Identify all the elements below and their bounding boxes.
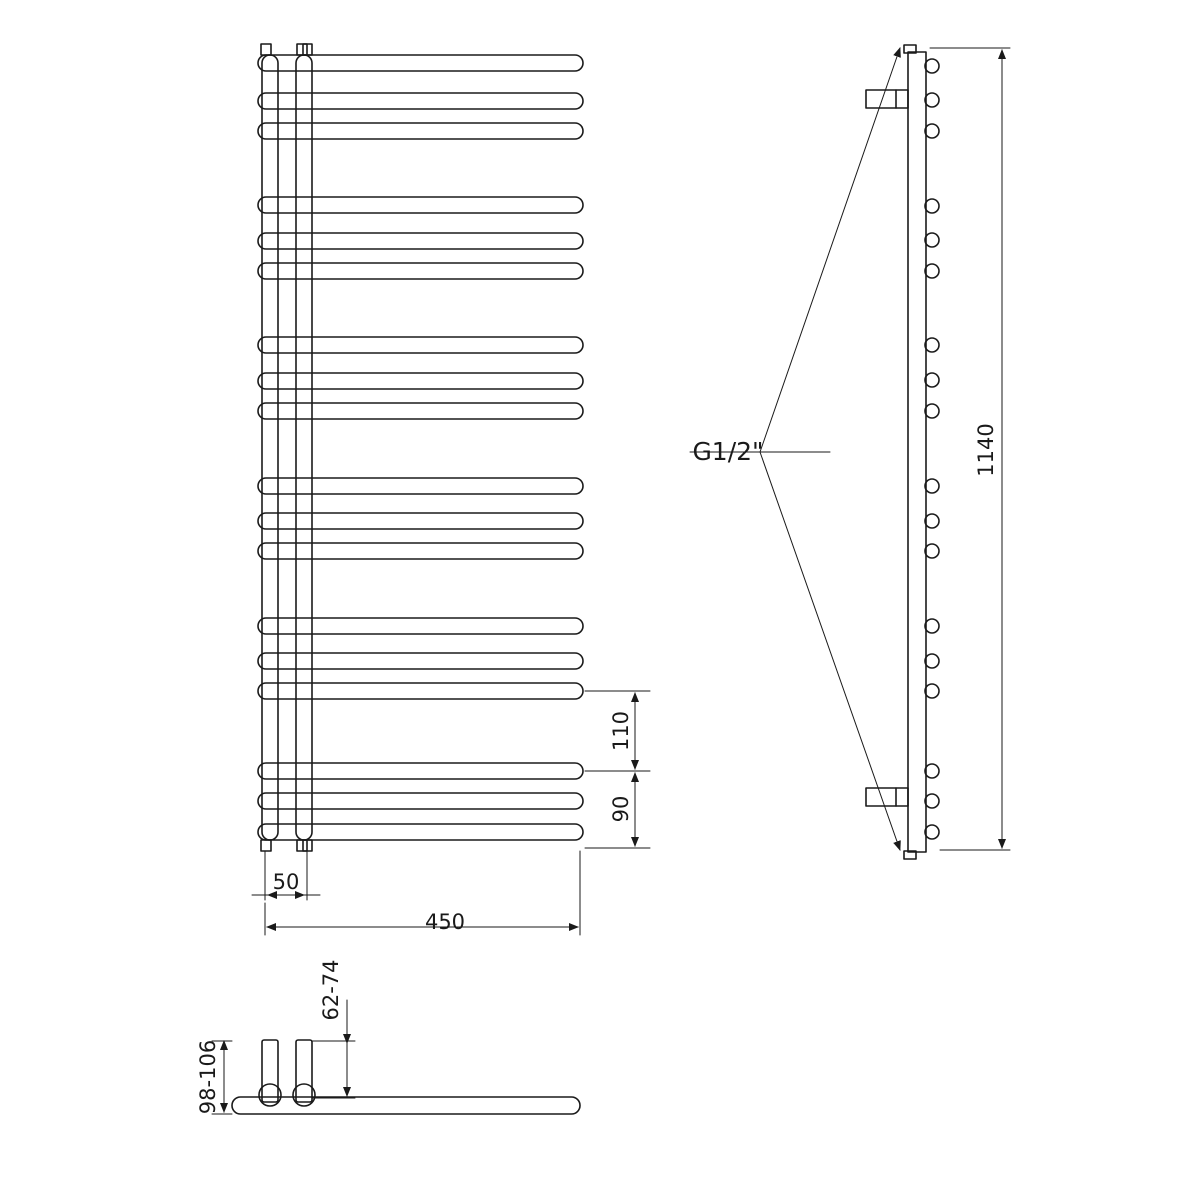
front-view-manifolds	[261, 44, 312, 851]
dimension-width-450: 450	[424, 910, 466, 934]
top-view	[232, 1040, 580, 1114]
dimension-manifold-spacing-50: 50	[272, 870, 300, 894]
annotation-connection-thread: G1/2"	[692, 437, 764, 466]
dimension-bracket-depth-62-74: 62-74	[319, 959, 343, 1021]
front-view	[258, 44, 583, 851]
front-view-rail-group-2	[258, 197, 583, 279]
dimension-rail-pitch-90: 90	[609, 795, 633, 823]
front-view-rail-group-1	[258, 55, 583, 139]
front-view-rail-group-5	[258, 618, 583, 699]
dimension-total-height-1140: 1140	[974, 423, 998, 477]
front-view-rail-group-3	[258, 337, 583, 419]
side-view	[866, 45, 939, 859]
front-view-rail-group-4	[258, 478, 583, 559]
side-view-ports	[925, 59, 939, 839]
side-view-connections	[866, 90, 908, 806]
front-view-rail-group-6	[258, 763, 583, 840]
dimension-overall-depth-98-106: 98-106	[196, 1039, 220, 1115]
dimension-rail-pitch-110: 110	[609, 710, 633, 752]
